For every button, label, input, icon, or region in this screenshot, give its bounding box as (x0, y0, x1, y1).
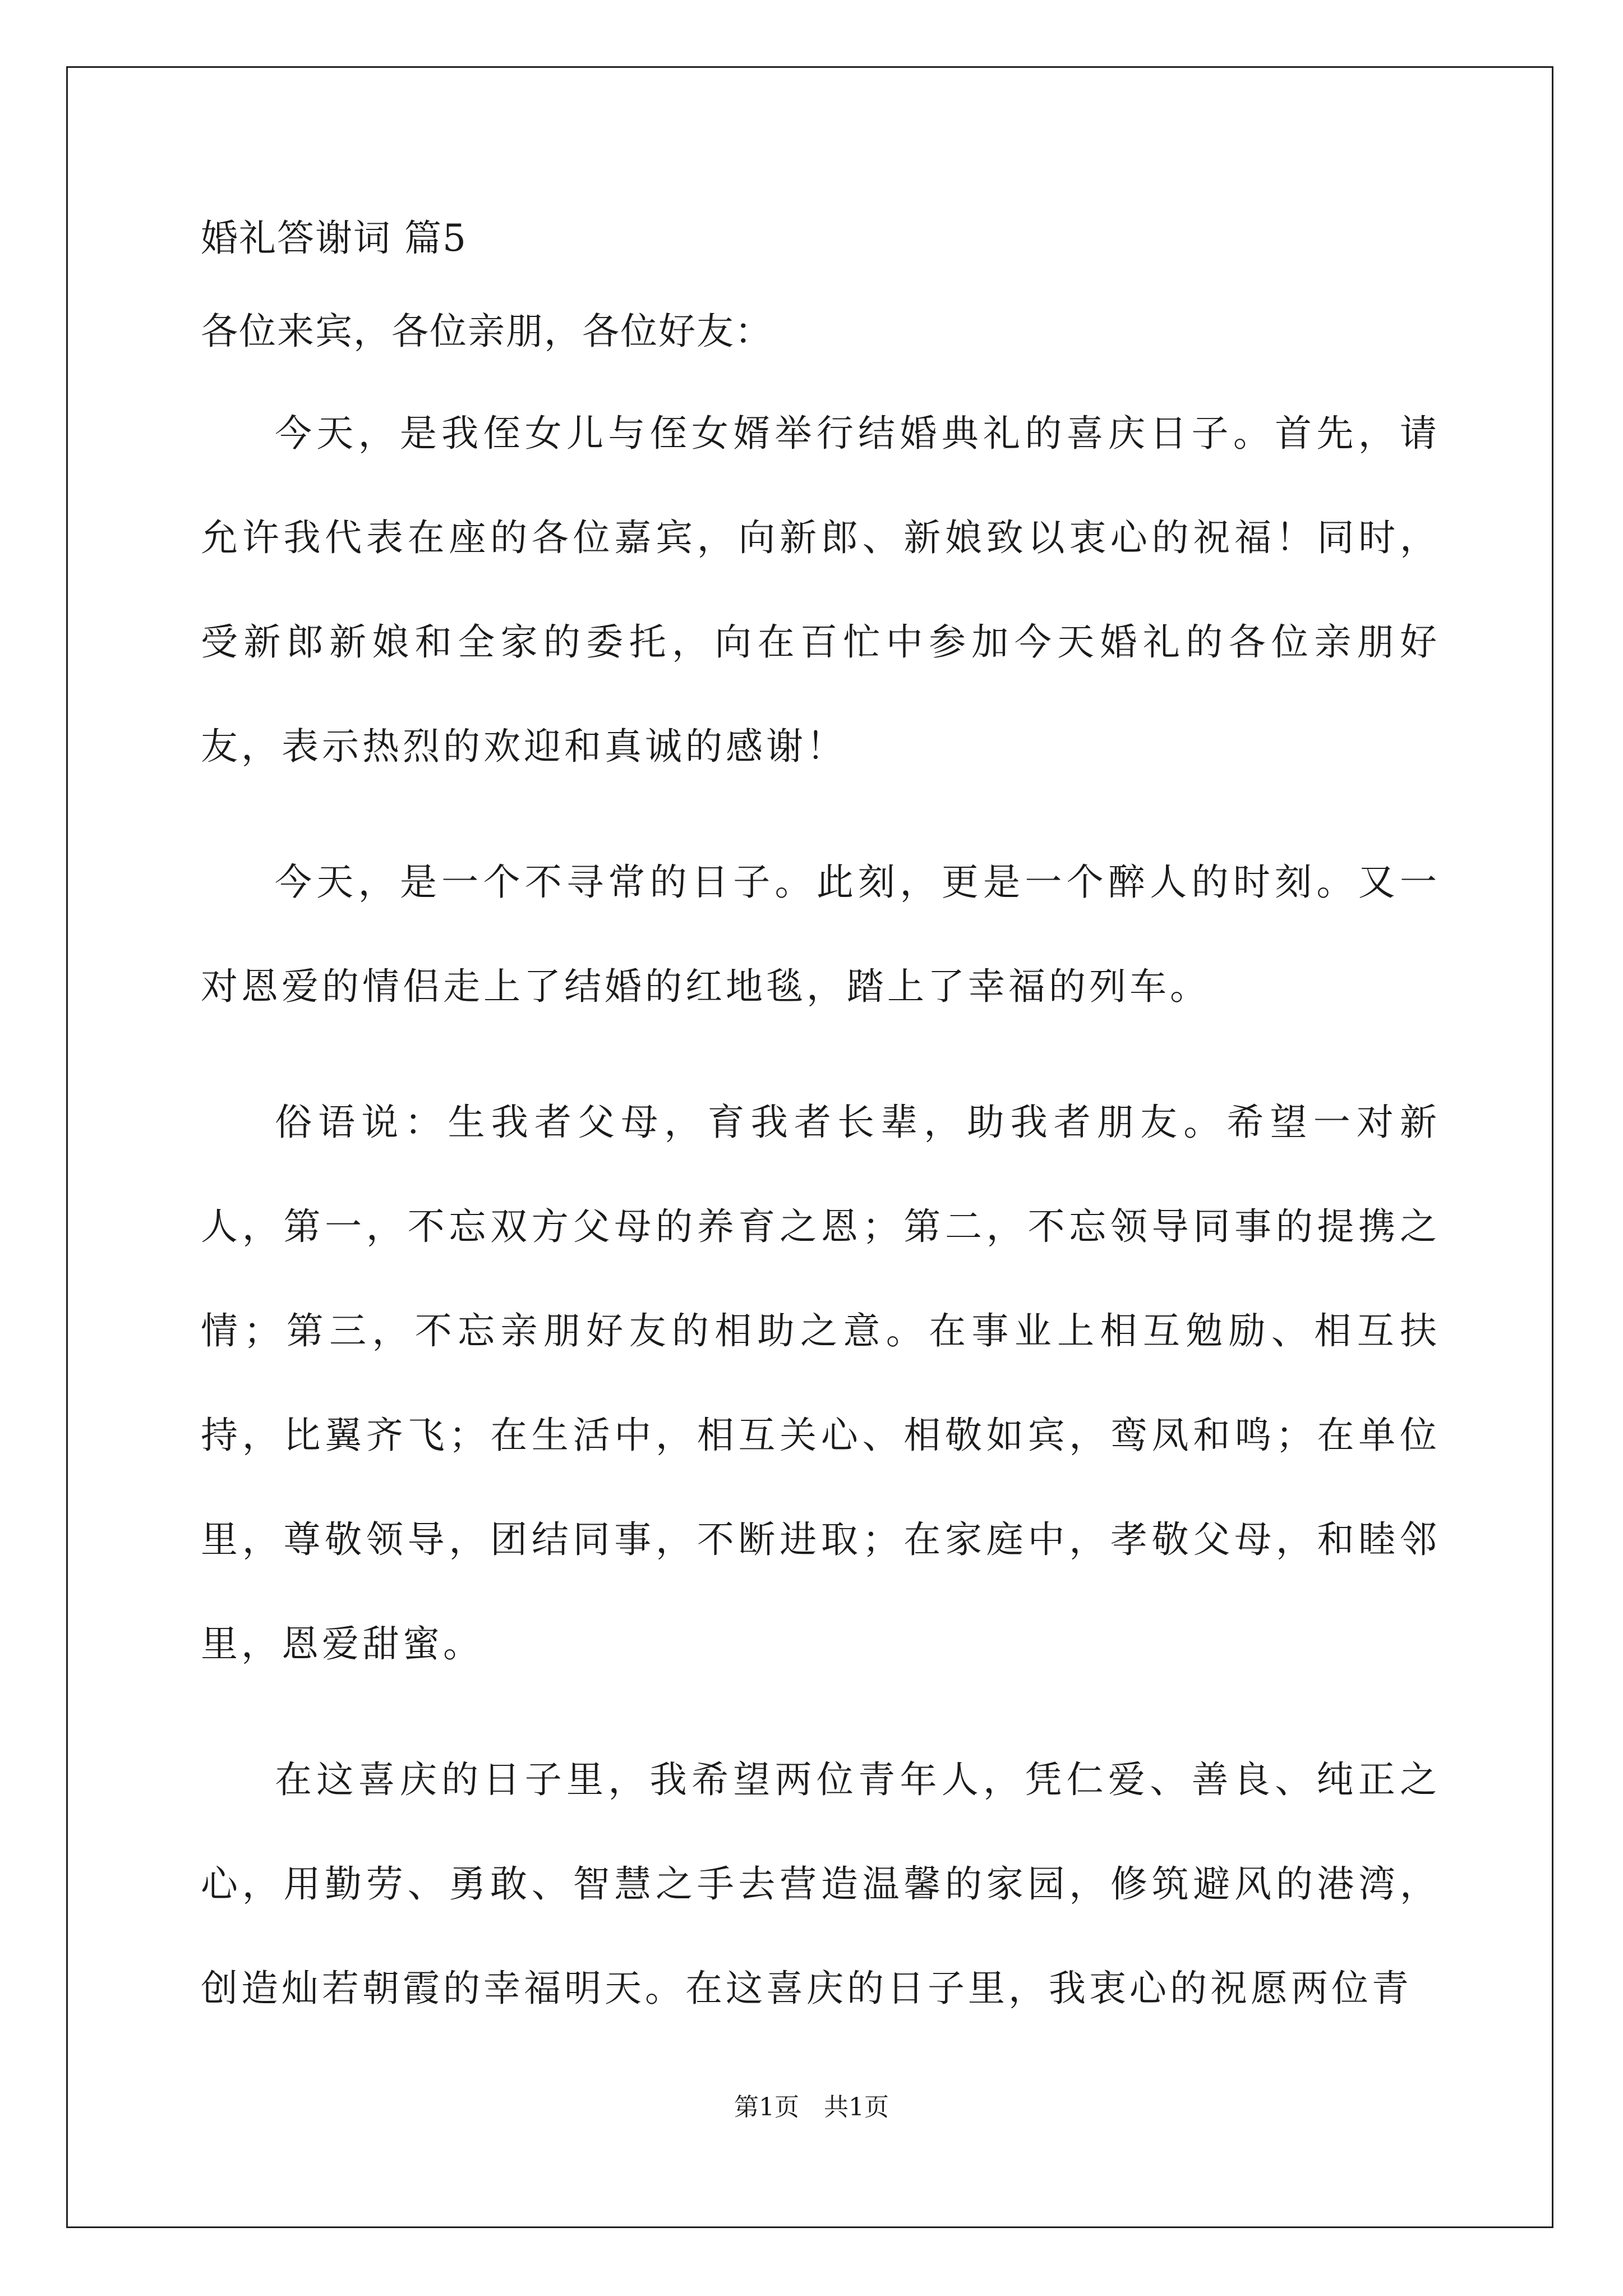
page-number-footer: 第1页 共1页 (734, 2093, 889, 2122)
paragraph-4: 在这喜庆的日子里，我希望两位青年人，凭仁爱、善良、纯正之心，用勤劳、勇敢、智慧之手去营造温馨的家园，修筑避风的港湾，创造灿若朝霞的幸福明天。在这喜庆的日子里，我衷心的祝愿两位青 (201, 1758, 1440, 2010)
paragraph-1: 今天，是我侄女儿与侄女婿举行结婚典礼的喜庆日子。首先，请允许我代表在座的各位嘉宾，向新郎、新娘致以衷心的祝福！同时，受新郎新娘和全家的委托，向在百忙中参加今天婚礼的各位亲朋好友，表示热烈的欢迎和真诚的感谢！ (201, 412, 1440, 768)
paragraph-3: 俗语说：生我者父母，育我者长辈，助我者朋友。希望一对新人，第一，不忘双方父母的养育之恩；第二，不忘领导同事的提携之情；第三，不忘亲朋好友的相助之意。在事业上相互勉励、相互扶持，比翼齐飞；在生活中，相互关心、相敬如宾，鸾凤和鸣；在单位里，尊敬领导，团结同事，不断进取；在家庭中，孝敬父母，和睦邻里，恩爱甜蜜。 (201, 1101, 1440, 1665)
greeting-line: 各位来宾，各位亲朋，各位好友： (201, 310, 773, 353)
document-title: 婚礼答谢词 篇5 (201, 217, 467, 260)
document-body (201, 217, 1440, 2041)
paragraph-2: 今天，是一个不寻常的日子。此刻，更是一个醉人的时刻。又一对恩爱的情侣走上了结婚的红地毯，踏上了幸福的列车。 (201, 861, 1440, 1008)
